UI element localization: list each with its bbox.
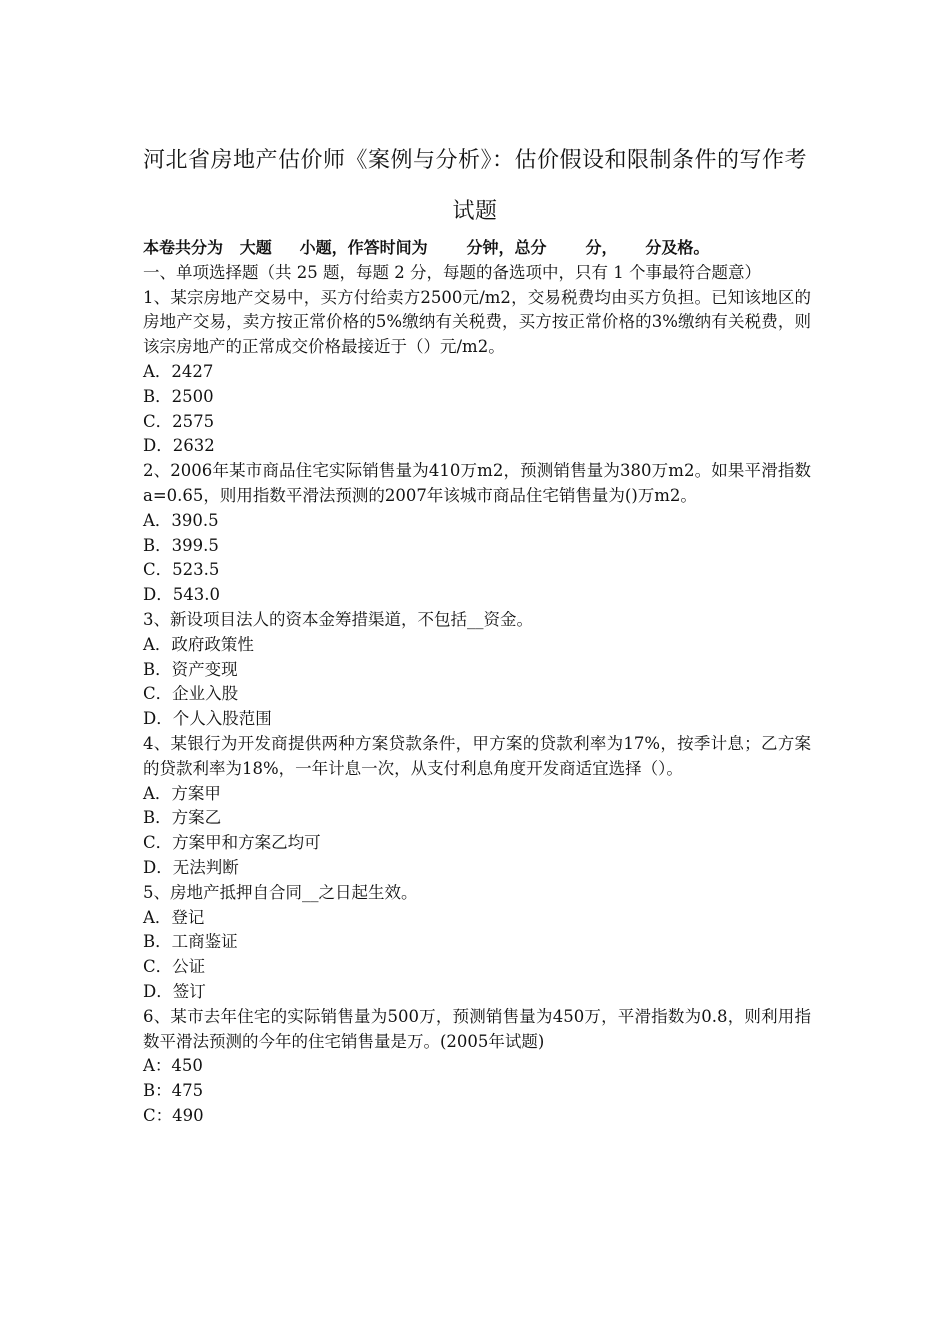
option-c: C：490 bbox=[143, 1105, 204, 1125]
option-d: D．无法判断 bbox=[143, 857, 239, 877]
question-stem: 4、某银行为开发商提供两种方案贷款条件，甲方案的贷款利率为17%，按季计息；乙方案的贷款利率为18%，一年计息一次，从支付利息角度开发商适宜选择（）。 bbox=[143, 733, 811, 778]
option-a: A．390.5 bbox=[143, 510, 219, 530]
document-title-line-1: 河北省房地产估价师《案例与分析》：估价假设和限制条件的写作考 bbox=[142, 148, 807, 173]
document-title-line-2: 试题 bbox=[452, 199, 498, 224]
option-b: B．资产变现 bbox=[143, 659, 238, 679]
question-stem: 6、某市去年住宅的实际销售量为500万，预测销售量为450万，平滑指数为0.8，则利用指数平滑法预测的今年的住宅销售量是万。(2005年试题) bbox=[143, 1006, 811, 1051]
option-b: B．2500 bbox=[143, 386, 214, 406]
question-stem: 3、新设项目法人的资本金筹措渠道，不包括__资金。 bbox=[143, 609, 533, 629]
document-body bbox=[143, 236, 811, 1129]
question-5 bbox=[143, 881, 811, 1005]
option-a: A．政府政策性 bbox=[143, 634, 254, 654]
option-c: C．2575 bbox=[143, 411, 215, 431]
exam-intro: 本卷共分为 大题 小题，作答时间为 分钟，总分 分， 分及格。 bbox=[143, 238, 710, 257]
option-b: B．399.5 bbox=[143, 535, 219, 555]
option-b: B．方案乙 bbox=[143, 808, 222, 828]
option-c: C．企业入股 bbox=[143, 684, 239, 704]
option-d: D．个人入股范围 bbox=[143, 709, 272, 729]
question-2 bbox=[143, 459, 811, 608]
question-1 bbox=[143, 286, 811, 460]
option-b: B．工商鉴证 bbox=[143, 932, 238, 952]
question-stem: 2、2006年某市商品住宅实际销售量为410万m2，预测销售量为380万m2。如果平滑指数 a=0.65，则用指数平滑法预测的2007年该城市商品住宅销售量为()万m2。 bbox=[143, 461, 811, 505]
option-c: C．公证 bbox=[143, 957, 206, 977]
section-heading: 一、单项选择题（共 25 题，每题 2 分，每题的备选项中，只有 1 个事最符合题意） bbox=[143, 262, 761, 282]
option-a: A．方案甲 bbox=[143, 783, 221, 803]
question-stem: 5、房地产抵押自合同__之日起生效。 bbox=[143, 882, 418, 902]
option-d: D．签订 bbox=[143, 981, 206, 1001]
question-stem: 1、某宗房地产交易中，买方付给卖方2500元/m2，交易税费均由买方负担。已知该地区的房地产交易，卖方按正常价格的5%缴纳有关税费，买方按正常价格的3%缴纳有关税费，则该宗房地产的正常成交价格最接近于（）元/m2。 bbox=[143, 287, 811, 357]
option-d: D．2632 bbox=[143, 436, 215, 456]
option-a: A：450 bbox=[143, 1056, 203, 1076]
option-c: C．方案甲和方案乙均可 bbox=[143, 833, 321, 853]
question-3 bbox=[143, 608, 811, 732]
option-c: C．523.5 bbox=[143, 560, 220, 580]
option-d: D．543.0 bbox=[143, 585, 220, 605]
question-4 bbox=[143, 732, 811, 881]
question-6 bbox=[143, 1005, 811, 1129]
option-a: A．2427 bbox=[143, 361, 214, 381]
option-a: A．登记 bbox=[143, 907, 205, 927]
option-b: B：475 bbox=[143, 1081, 204, 1101]
